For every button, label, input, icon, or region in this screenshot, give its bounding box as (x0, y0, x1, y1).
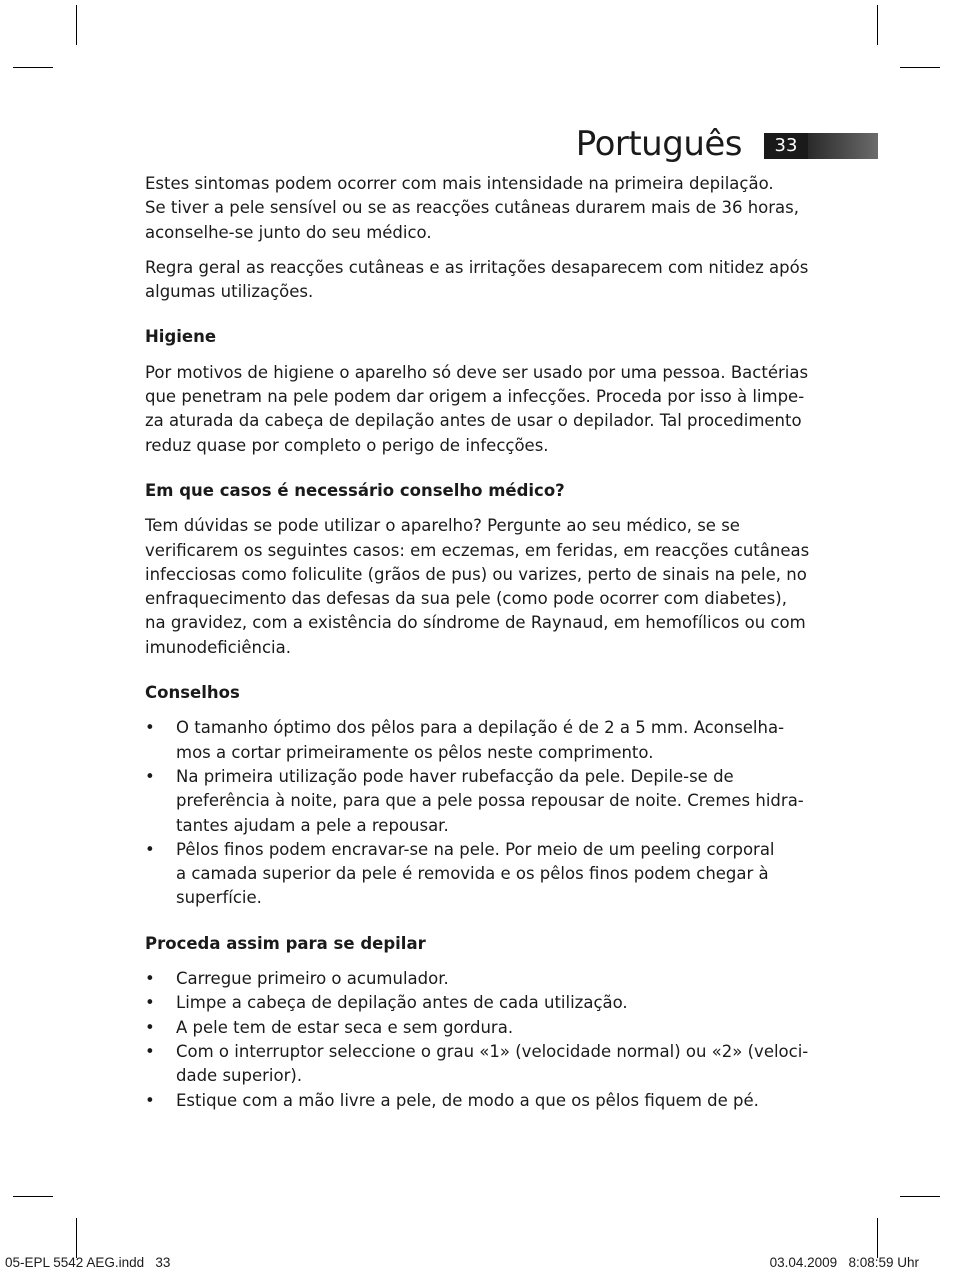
bullet-icon: • (145, 969, 155, 989)
crop-mark (877, 1218, 878, 1258)
crop-mark (76, 1218, 77, 1258)
section-heading: Conselhos (145, 683, 240, 703)
crop-mark (900, 1196, 940, 1197)
crop-mark (13, 1196, 53, 1197)
section-heading: Higiene (145, 327, 217, 347)
bullet-icon: • (145, 1017, 155, 1037)
list-item (145, 1089, 815, 1113)
bullet-icon: • (145, 766, 155, 786)
crop-mark (900, 67, 940, 68)
list-item-text: O tamanho óptimo dos pêlos para a depilação é de 2 a 5 mm. Aconselha- mos a cortar primeiramente os pêlos neste comprimento. (176, 718, 785, 762)
list-item (145, 1016, 815, 1040)
bullet-icon: • (145, 718, 155, 738)
bullet-icon: • (145, 839, 155, 859)
crop-mark (13, 67, 53, 68)
list-item (145, 716, 815, 765)
list-item-text: A pele tem de estar seca e sem gordura. (176, 1017, 514, 1037)
section-heading: Proceda assim para se depilar (145, 933, 426, 953)
bullet-icon: • (145, 1041, 155, 1061)
list-item (145, 838, 815, 911)
paragraph: Regra geral as reacções cutâneas e as irritações desaparecem com nitidez após algumas utilizações. (145, 257, 809, 302)
document-body (145, 172, 815, 1113)
paragraph: Tem dúvidas se pode utilizar o aparelho? Pergunte ao seu médico, se se verificarem os seguintes casos: em eczemas, em feridas, em reacções cutâneas infecciosas como foliculite (grãos de pus) ou varizes, perto de sinais na pele, no enfraquecimento das defesas da sua pele (como pode ocorrer com diabetes), na gravidez, com a existência do síndrome de Raynaud, em hemofílicos ou com imunodeficiência. (145, 516, 810, 657)
list-item-text: Pêlos finos podem encravar-se na pele. Por meio de um peeling corporal a camada superior da pele é removida e os pêlos finos podem chegar à superfície. (176, 839, 775, 908)
list-item-text: Limpe a cabeça de depilação antes de cada utilização. (176, 993, 628, 1013)
page-title: Português (575, 124, 742, 164)
tips-list (145, 716, 815, 910)
list-item (145, 967, 815, 991)
bullet-icon: • (145, 993, 155, 1013)
footer-timestamp: 03.04.2009 8:08:59 Uhr (769, 1255, 919, 1270)
page-number-badge: 33 (764, 133, 808, 159)
crop-mark (76, 5, 77, 45)
list-item-text: Carregue primeiro o acumulador. (176, 969, 449, 989)
paragraph: Estes sintomas podem ocorrer com mais intensidade na primeira depilação. Se tiver a pele sensível ou se as reacções cutâneas durarem mais de 36 horas, aconselhe-se junto do seu médico. (145, 174, 800, 242)
list-item-text: Na primeira utilização pode haver rubefacção da pele. Depile-se de preferência à noite, para que a pele possa repousar de noite. Cremes hidra- tantes ajudam a pele a repousar. (176, 766, 804, 835)
list-item-text: Com o interruptor seleccione o grau «1» (velocidade normal) ou «2» (veloci- dade superior). (176, 1041, 809, 1086)
list-item (145, 765, 815, 838)
footer-file-slug: 05-EPL 5542 AEG.indd 33 (5, 1255, 171, 1270)
bullet-icon: • (145, 1090, 155, 1110)
steps-list (145, 967, 815, 1113)
list-item-text: Estique com a mão livre a pele, de modo a que os pêlos fiquem de pé. (176, 1090, 759, 1110)
list-item (145, 1040, 815, 1089)
list-item (145, 991, 815, 1015)
paragraph: Por motivos de higiene o aparelho só deve ser usado por uma pessoa. Bactérias que penetram na pele podem dar origem a infecções. Proceda por isso à limpe- za aturada da cabeça de depilação antes de usar o depilador. Tal procedimento reduz quase por completo o perigo de infecções. (145, 362, 809, 455)
section-heading: Em que casos é necessário conselho médico? (145, 480, 565, 500)
crop-mark (877, 5, 878, 45)
header-gradient-bar (808, 133, 878, 159)
